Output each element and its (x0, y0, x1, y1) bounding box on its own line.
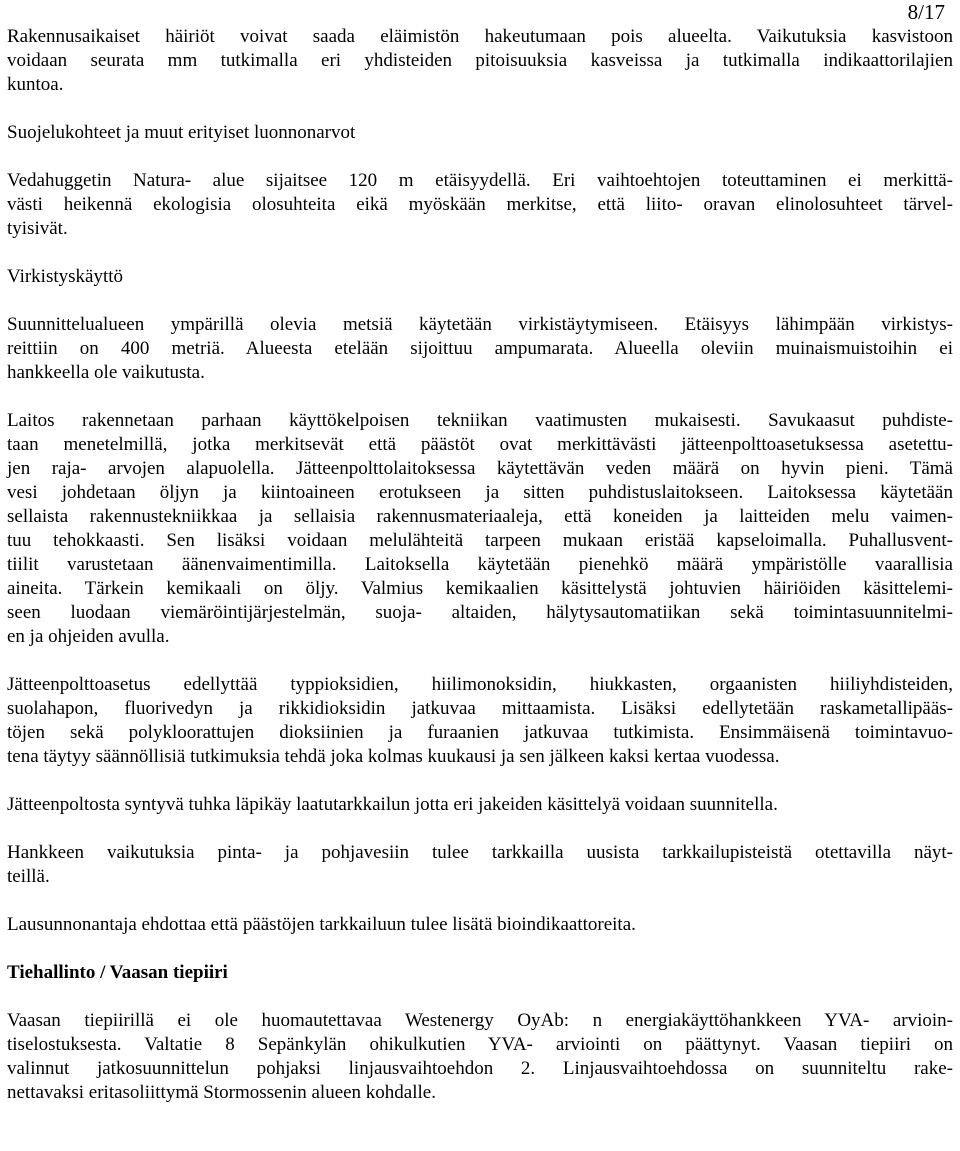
text-line: tena täytyy säännöllisiä tutkimuksia tehdä joka kolmas kuukausi ja sen jälkeen kaksi kertaa vuodessa. (7, 746, 780, 767)
document-body (7, 25, 953, 1105)
text-line: reittiin on 400 metriä. Alueesta etelään sijoittuu ampumarata. Alueella oleviin muinaismuistoihin ei (7, 338, 953, 359)
text-line: nettavaksi eritasoliittymä Stormossenin alueen kohdalle. (7, 1082, 436, 1103)
paragraph-ash (7, 793, 953, 817)
text-line: suolahapon, fluorivedyn ja rikkidioksidin jatkuvaa mittaamista. Lisäksi edellytetään raskametallipääs- (7, 698, 953, 719)
paragraph-monitoring (7, 673, 953, 769)
paragraph-bioindicators (7, 913, 953, 937)
text-line: vesi johdetaan öljyn ja kiintoaineen erotukseen ja sitten puhdistuslaitokseen. Laitoksessa käytetään (7, 482, 953, 503)
text-line: seen luodaan viemäröintijärjestelmän, suoja- altaiden, hälytysautomatiikan sekä toimintasuunnitelmi- (7, 602, 953, 623)
text-line: tyisivät. (7, 218, 68, 239)
paragraph-technology (7, 409, 953, 649)
text-line: Hankkeen vaikutuksia pinta- ja pohjavesiin tulee tarkkailla uusista tarkkailupisteistä otettavilla näyt- (7, 842, 953, 863)
text-line: Rakennusaikaiset häiriöt voivat saada eläimistön hakeutumaan pois alueelta. Vaikutuksia kasvistoon (7, 26, 953, 47)
text-line: Vaasan tiepiirillä ei ole huomautettavaa Westenergy OyAb: n energiakäyttöhankkeen YVA- arvioin- (7, 1010, 953, 1031)
text-line: hankkeella ole vaikutusta. (7, 362, 205, 383)
section-heading-protected-sites: Suojelukohteet ja muut erityiset luonnonarvot (7, 122, 356, 143)
text-line: voidaan seurata mm tutkimalla eri yhdisteiden pitoisuuksia kasveissa ja tutkimalla indikaattorilajien (7, 50, 953, 71)
text-line: Laitos rakennetaan parhaan käyttökelpoisen tekniikan vaatimusten mukaisesti. Savukaasut puhdiste- (7, 410, 953, 431)
text-line: kuntoa. (7, 74, 64, 95)
text-line: sellaista rakennustekniikkaa ja sellaisia rakennusmateriaaleja, että koneiden ja laitteiden melu vaimen- (7, 506, 953, 527)
text-line: taan menetelmillä, jotka merkitsevät että päästöt ovat merkittävästi jätteenpolttoasetuksessa asetettu- (7, 434, 953, 455)
text-line: valinnut jatkosuunnittelun pohjaksi linjausvaihtoehdon 2. Linjausvaihtoehdossa on suunniteltu rake- (7, 1058, 953, 1079)
text-line: Jätteenpoltosta syntyvä tuhka läpikäy laatutarkkailun jotta eri jakeiden käsittelyä voidaan suunnitella. (7, 794, 778, 815)
text-line: Lausunnonantaja ehdottaa että päästöjen tarkkailuun tulee lisätä bioindikaattoreita. (7, 914, 636, 935)
text-line: Suunnittelualueen ympärillä olevia metsiä käytetään virkistäytymiseen. Etäisyys lähimpään virkistys- (7, 314, 953, 335)
text-line: västi heikennä ekologisia olosuhteita eikä myöskään merkitse, että liito- oravan elinolosuhteet tärvel- (7, 194, 953, 215)
paragraph-water (7, 841, 953, 889)
text-line: en ja ohjeiden avulla. (7, 626, 170, 647)
paragraph-road-authority (7, 1009, 953, 1105)
paragraph-disturbance (7, 25, 953, 97)
text-line: tiilit varustetaan äänenvaimentimilla. Laitoksella käytetään pienehkö määrä ympäristölle vaarallisia (7, 554, 953, 575)
text-line: Vedahuggetin Natura- alue sijaitsee 120 m etäisyydellä. Eri vaihtoehtojen toteuttaminen ei merkittä- (7, 170, 953, 191)
paragraph-natura (7, 169, 953, 241)
text-line: aineita. Tärkein kemikaali on öljy. Valmius kemikaalien käsittelystä johtuvien häiriöiden käsittelemi- (7, 578, 953, 599)
text-line: jen raja- arvojen alapuolella. Jätteenpolttolaitoksessa käytettävän veden määrä on hyvin pieni. Tämä (7, 458, 953, 479)
text-line: Jätteenpolttoasetus edellyttää typpioksidien, hiilimonoksidin, hiukkasten, orgaanisten hiiliyhdisteiden, (7, 674, 953, 695)
page-number: 8/17 (907, 0, 945, 24)
text-line: tiselostuksesta. Valtatie 8 Sepänkylän ohikulkutien YVA- arviointi on päättynyt. Vaasan tiepiiri on (7, 1034, 953, 1055)
text-line: tuu tehokkaasti. Sen lisäksi voidaan melulähteitä tarpeen mukaan eristää kapseloimalla. Puhallusvent- (7, 530, 953, 551)
section-heading-recreation: Virkistyskäyttö (7, 266, 124, 287)
text-line: teillä. (7, 866, 50, 887)
paragraph-recreation (7, 313, 953, 385)
section-heading-road-authority: Tiehallinto / Vaasan tiepiiri (7, 962, 228, 983)
text-line: töjen sekä polykloorattujen dioksiinien ja furaanien jatkuvaa tutkimista. Ensimmäisenä toimintavuo- (7, 722, 953, 743)
